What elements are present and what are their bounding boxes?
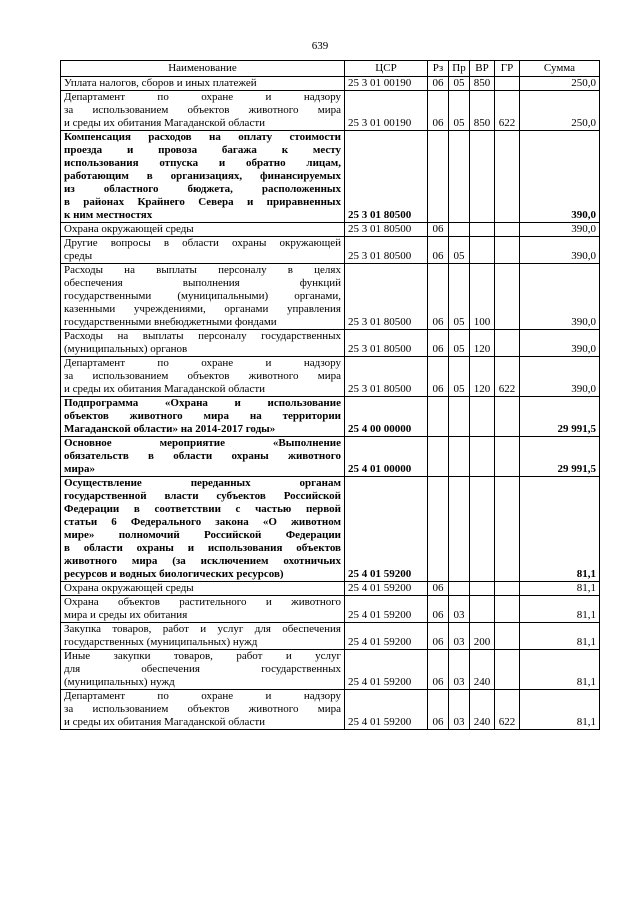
row-sum-cell: 250,0 (520, 91, 600, 131)
row-name-cell (61, 397, 345, 437)
row-rz-cell: 06 (428, 582, 449, 596)
row-name-cell (61, 330, 345, 357)
row-csr-cell: 25 4 01 59200 (345, 596, 428, 623)
column-header-sum: Сумма (520, 61, 600, 77)
row-rz-cell: 06 (428, 237, 449, 264)
row-pr-cell: 05 (449, 264, 470, 330)
row-name-line: из областного бюджета, расположенных (64, 183, 341, 195)
table-row (61, 223, 600, 237)
row-pr-cell: 03 (449, 650, 470, 690)
row-pr-cell (449, 582, 470, 596)
row-csr-cell: 25 3 01 80500 (345, 357, 428, 397)
row-rz-cell: 06 (428, 264, 449, 330)
row-gr-cell (495, 237, 520, 264)
row-csr-cell: 25 3 01 80500 (345, 131, 428, 223)
row-name-line: Основное мероприятие «Выполнение (64, 437, 341, 449)
row-name-line: обязательств в области охраны животного (64, 450, 341, 462)
column-header-csr: ЦСР (345, 61, 428, 77)
row-name-line: Осуществление переданных органам (64, 477, 341, 489)
row-name-cell (61, 690, 345, 730)
row-name-line: государственных (муниципальных) нужд (64, 636, 258, 648)
row-name-cell (61, 650, 345, 690)
table-row (61, 131, 600, 223)
row-pr-cell: 03 (449, 596, 470, 623)
table-header-row (61, 61, 600, 77)
row-gr-cell: 622 (495, 91, 520, 131)
column-header-gr: ГР (495, 61, 520, 77)
row-gr-cell (495, 437, 520, 477)
row-name-line: обеспечения выполнения функций (64, 277, 341, 289)
row-name-cell (61, 477, 345, 582)
row-pr-cell (449, 437, 470, 477)
row-sum-cell: 390,0 (520, 264, 600, 330)
row-gr-cell (495, 264, 520, 330)
table-row (61, 264, 600, 330)
row-vr-cell (470, 131, 495, 223)
row-name-line: (муниципальных) органов (64, 343, 188, 355)
row-pr-cell: 03 (449, 690, 470, 730)
row-pr-cell: 05 (449, 330, 470, 357)
row-name-line: (муниципальных) нужд (64, 676, 175, 688)
row-name-line: государственными (муниципальными) органами, (64, 290, 341, 302)
row-vr-cell: 850 (470, 91, 495, 131)
row-vr-cell: 240 (470, 650, 495, 690)
row-name-line: статьи 6 Федерального закона «О животном (64, 516, 341, 528)
row-name-line: Охрана объектов растительного и животного (64, 596, 341, 608)
row-csr-cell: 25 4 01 00000 (345, 437, 428, 477)
row-vr-cell (470, 223, 495, 237)
row-name-line: к ним местностях (64, 209, 153, 221)
row-name-cell (61, 437, 345, 477)
row-name-line: Иные закупки товаров, работ и услуг (64, 650, 341, 662)
row-name-line: государственными внебюджетными фондами (64, 316, 277, 328)
table-row (61, 91, 600, 131)
row-gr-cell (495, 477, 520, 582)
row-name-cell (61, 623, 345, 650)
row-rz-cell: 06 (428, 77, 449, 91)
row-name-line: животного мира (за исключением охотничьих (64, 555, 341, 567)
table-row (61, 596, 600, 623)
row-csr-cell: 25 3 01 80500 (345, 330, 428, 357)
row-csr-cell: 25 3 01 00190 (345, 77, 428, 91)
row-name-cell (61, 131, 345, 223)
row-name-line: мире» полномочий Российской Федерации (64, 529, 341, 541)
row-vr-cell: 120 (470, 330, 495, 357)
row-pr-cell: 05 (449, 237, 470, 264)
column-header-name: Наименование (61, 61, 345, 77)
row-rz-cell: 06 (428, 330, 449, 357)
row-gr-cell (495, 77, 520, 91)
row-name-line: Департамент по охране и надзору (64, 357, 341, 369)
row-name-line: Департамент по охране и надзору (64, 690, 341, 702)
row-gr-cell (495, 582, 520, 596)
page-number: 639 (311, 40, 329, 52)
row-vr-cell: 240 (470, 690, 495, 730)
row-sum-cell: 81,1 (520, 650, 600, 690)
row-rz-cell: 06 (428, 623, 449, 650)
row-name-line: и среды их обитания Магаданской области (64, 716, 266, 728)
row-sum-cell: 390,0 (520, 330, 600, 357)
row-name-line: Департамент по охране и надзору (64, 91, 341, 103)
row-name-line: использования отпуска и обратно лицам, (64, 157, 341, 169)
row-gr-cell (495, 330, 520, 357)
row-gr-cell: 622 (495, 357, 520, 397)
row-name-cell (61, 264, 345, 330)
row-name-line: за использованием объектов животного мира (64, 370, 341, 382)
row-gr-cell (495, 397, 520, 437)
row-vr-cell (470, 397, 495, 437)
row-rz-cell: 06 (428, 357, 449, 397)
row-sum-cell: 390,0 (520, 237, 600, 264)
row-rz-cell (428, 131, 449, 223)
row-gr-cell (495, 623, 520, 650)
row-csr-cell: 25 4 01 59200 (345, 690, 428, 730)
row-name-line: Федерации в соответствии с частью первой (64, 503, 341, 515)
row-name-line: в районах Крайнего Севера и приравненных (64, 196, 341, 208)
row-name-cell (61, 582, 345, 596)
row-rz-cell: 06 (428, 690, 449, 730)
row-name-line: среды (64, 250, 93, 262)
row-pr-cell (449, 397, 470, 437)
row-name-line: Расходы на выплаты персоналу государственных (64, 330, 341, 342)
column-header-vr: ВР (470, 61, 495, 77)
row-pr-cell (449, 223, 470, 237)
row-rz-cell (428, 437, 449, 477)
table-row (61, 437, 600, 477)
row-name-line: Охрана окружающей среды (64, 223, 194, 235)
table-row (61, 690, 600, 730)
row-rz-cell: 06 (428, 91, 449, 131)
row-vr-cell (470, 237, 495, 264)
row-name-line: в области охраны и использования объектов (64, 542, 341, 554)
row-sum-cell: 81,1 (520, 477, 600, 582)
row-pr-cell: 03 (449, 623, 470, 650)
row-pr-cell: 05 (449, 357, 470, 397)
row-name-cell (61, 77, 345, 91)
row-name-line: работающим в организациях, финансируемых (64, 170, 341, 182)
row-vr-cell: 120 (470, 357, 495, 397)
row-sum-cell: 250,0 (520, 77, 600, 91)
row-sum-cell: 81,1 (520, 690, 600, 730)
row-name-cell (61, 357, 345, 397)
row-csr-cell: 25 4 01 59200 (345, 582, 428, 596)
row-rz-cell: 06 (428, 650, 449, 690)
row-pr-cell: 05 (449, 91, 470, 131)
row-name-cell (61, 596, 345, 623)
row-gr-cell: 622 (495, 690, 520, 730)
row-sum-cell: 81,1 (520, 596, 600, 623)
table-row (61, 330, 600, 357)
row-vr-cell (470, 596, 495, 623)
row-rz-cell (428, 397, 449, 437)
row-name-line: казенными учреждениями, органами управления (64, 303, 341, 315)
row-vr-cell: 850 (470, 77, 495, 91)
row-name-line: мира» (64, 463, 95, 475)
row-gr-cell (495, 650, 520, 690)
budget-table (60, 60, 600, 730)
row-name-line: Охрана окружающей среды (64, 582, 194, 594)
row-name-line: мира и среды их обитания (64, 609, 188, 621)
row-name-line: Магаданской области» на 2014-2017 годы» (64, 423, 276, 435)
row-rz-cell: 06 (428, 223, 449, 237)
row-csr-cell: 25 3 01 00190 (345, 91, 428, 131)
row-name-line: за использованием объектов животного мира (64, 703, 341, 715)
row-name-line: и среды их обитания Магаданской области (64, 383, 266, 395)
row-vr-cell (470, 437, 495, 477)
row-gr-cell (495, 223, 520, 237)
row-name-line: и среды их обитания Магаданской области (64, 117, 266, 129)
table-row (61, 77, 600, 91)
row-name-line: ресурсов и водных биологических ресурсов) (64, 568, 284, 580)
row-vr-cell (470, 477, 495, 582)
row-rz-cell: 06 (428, 596, 449, 623)
row-name-line: Другие вопросы в области охраны окружающей (64, 237, 341, 249)
row-sum-cell: 29 991,5 (520, 397, 600, 437)
table-row (61, 623, 600, 650)
row-sum-cell: 81,1 (520, 582, 600, 596)
column-header-pr: Пр (449, 61, 470, 77)
row-name-line: Подпрограмма «Охрана и использование (64, 397, 341, 409)
row-name-line: за использованием объектов животного мира (64, 104, 341, 116)
row-name-cell (61, 91, 345, 131)
row-gr-cell (495, 596, 520, 623)
row-gr-cell (495, 131, 520, 223)
row-name-cell (61, 237, 345, 264)
table-row (61, 237, 600, 264)
row-rz-cell (428, 477, 449, 582)
row-name-line: Закупка товаров, работ и услуг для обеспечения (64, 623, 341, 635)
row-csr-cell: 25 3 01 80500 (345, 264, 428, 330)
row-name-line: проезда и провоза багажа к месту (64, 144, 341, 156)
row-csr-cell: 25 3 01 80500 (345, 237, 428, 264)
row-csr-cell: 25 4 00 00000 (345, 397, 428, 437)
row-vr-cell: 200 (470, 623, 495, 650)
table-row (61, 650, 600, 690)
table-row (61, 477, 600, 582)
row-name-cell (61, 223, 345, 237)
table-body (61, 77, 600, 730)
row-name-line: объектов животного мира на территории (64, 410, 341, 422)
row-csr-cell: 25 4 01 59200 (345, 623, 428, 650)
row-pr-cell (449, 131, 470, 223)
row-sum-cell: 390,0 (520, 357, 600, 397)
row-name-line: Компенсация расходов на оплату стоимости (64, 131, 341, 143)
row-csr-cell: 25 4 01 59200 (345, 477, 428, 582)
row-name-line: Уплата налогов, сборов и иных платежей (64, 77, 257, 89)
row-vr-cell: 100 (470, 264, 495, 330)
row-pr-cell: 05 (449, 77, 470, 91)
table-row (61, 397, 600, 437)
row-sum-cell: 29 991,5 (520, 437, 600, 477)
table-row (61, 582, 600, 596)
table-row (61, 357, 600, 397)
row-sum-cell: 390,0 (520, 131, 600, 223)
row-csr-cell: 25 3 01 80500 (345, 223, 428, 237)
row-sum-cell: 390,0 (520, 223, 600, 237)
row-name-line: для обеспечения государственных (64, 663, 341, 675)
row-name-line: Расходы на выплаты персоналу в целях (64, 264, 341, 276)
row-pr-cell (449, 477, 470, 582)
row-sum-cell: 81,1 (520, 623, 600, 650)
row-csr-cell: 25 4 01 59200 (345, 650, 428, 690)
row-name-line: государственной власти субъектов Российской (64, 490, 341, 502)
column-header-rz: Рз (428, 61, 449, 77)
row-vr-cell (470, 582, 495, 596)
